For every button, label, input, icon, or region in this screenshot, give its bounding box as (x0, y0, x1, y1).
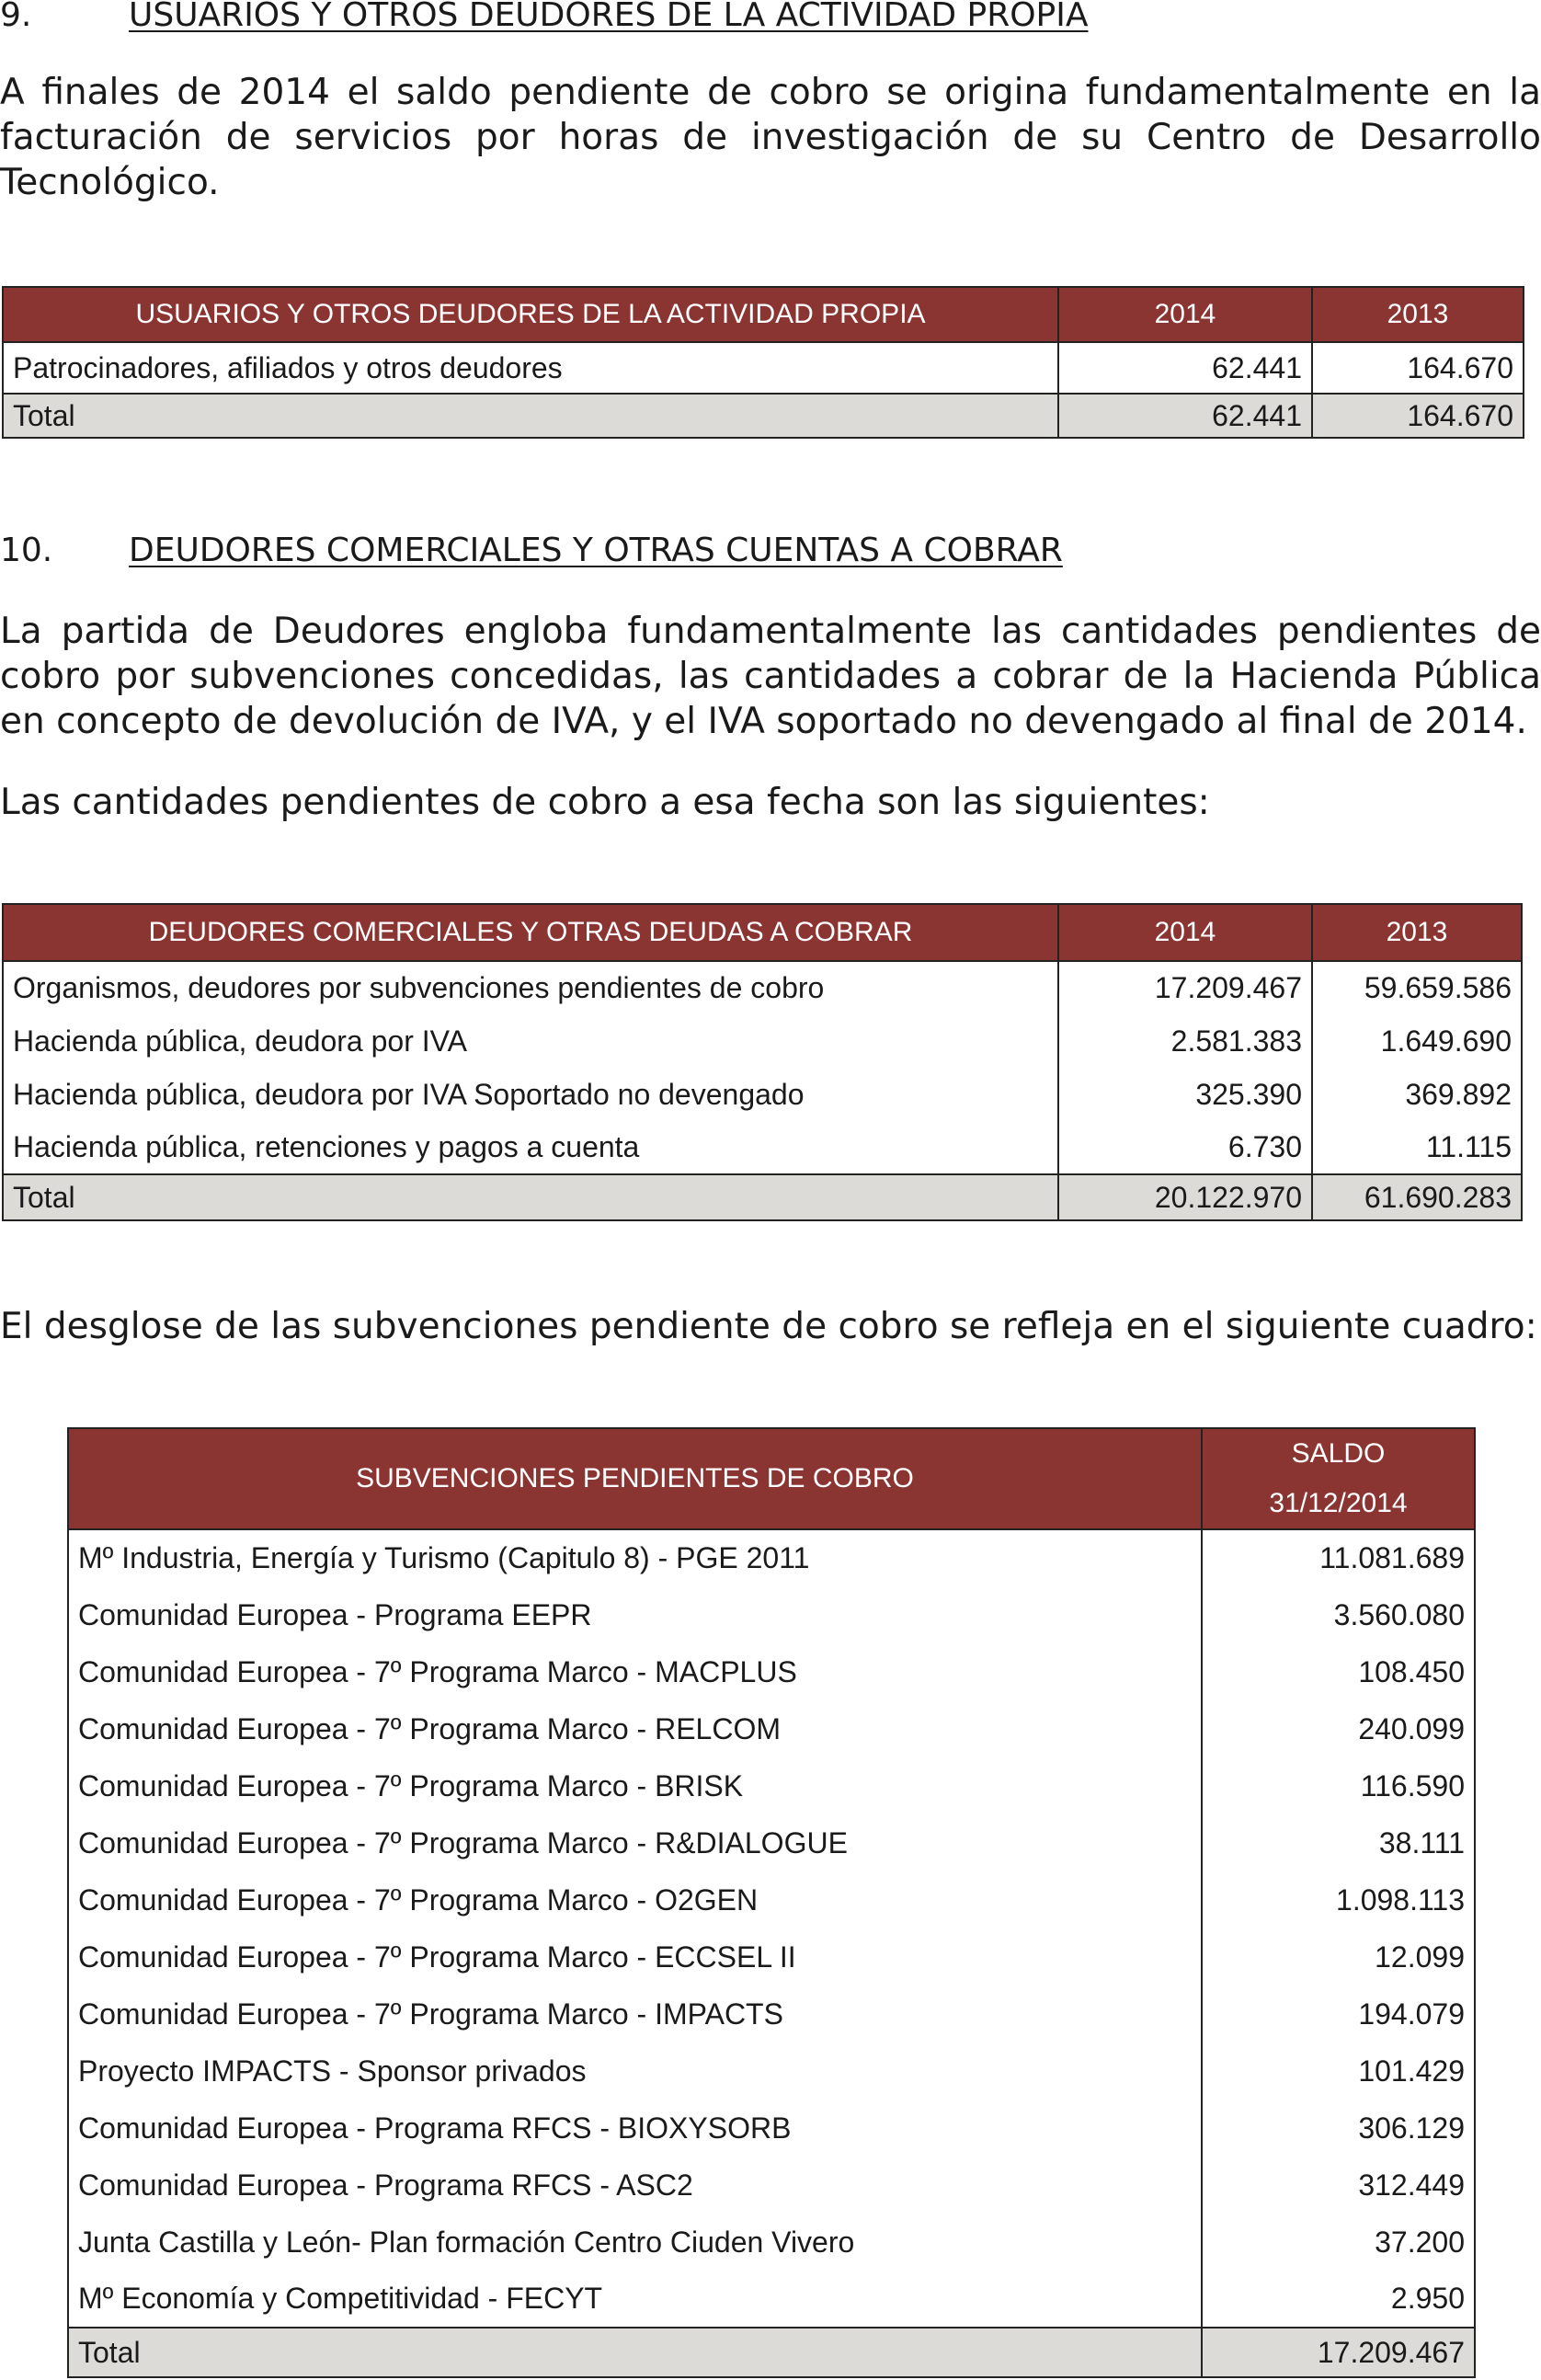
row-value: 11.081.689 (1202, 1529, 1475, 1586)
row-value-2014: 17.209.467 (1058, 961, 1312, 1014)
row-label: Comunidad Europea - Programa RFCS - BIOXYSORB (68, 2100, 1202, 2157)
section-title: DEUDORES COMERCIALES Y OTRAS CUENTAS A COBRAR (129, 532, 1063, 569)
column-header-concept: DEUDORES COMERCIALES Y OTRAS DEUDAS A COBRAR (3, 904, 1058, 961)
section-10-paragraph-2: Las cantidades pendientes de cobro a esa fecha son las siguientes: (0, 782, 1210, 823)
table-deudores-comerciales (2, 903, 1523, 1221)
table-row (68, 2157, 1475, 2214)
row-label: Comunidad Europea - 7º Programa Marco - BRISK (68, 1757, 1202, 1814)
table-row (68, 1700, 1475, 1757)
row-value: 3.560.080 (1202, 1586, 1475, 1643)
section-10-heading (0, 532, 1063, 570)
table-subvenciones (67, 1427, 1476, 2378)
row-label: Hacienda pública, deudora por IVA Soportado no devengado (3, 1068, 1058, 1121)
column-header-2013: 2013 (1312, 904, 1522, 961)
table-row (68, 1985, 1475, 2042)
row-value-2014: 6.730 (1058, 1121, 1312, 1174)
table-row (68, 1586, 1475, 1643)
row-value-2013: 164.670 (1312, 342, 1524, 394)
column-header-concept: USUARIOS Y OTROS DEUDORES DE LA ACTIVIDAD PROPIA (3, 287, 1058, 342)
table-row (68, 1643, 1475, 1700)
table-row (68, 2042, 1475, 2100)
table-row (68, 2271, 1475, 2328)
row-label: Comunidad Europea - 7º Programa Marco - R&DIALOGUE (68, 1814, 1202, 1871)
section-number: 10. (0, 532, 53, 569)
row-value-2013: 369.892 (1312, 1068, 1522, 1121)
row-value-2013: 59.659.586 (1312, 961, 1522, 1014)
table-row (68, 2214, 1475, 2271)
total-value-2014: 20.122.970 (1058, 1174, 1312, 1220)
row-label: Comunidad Europea - 7º Programa Marco - MACPLUS (68, 1643, 1202, 1700)
table-row (68, 2100, 1475, 2157)
row-label: Mº Industria, Energía y Turismo (Capitulo 8) - PGE 2011 (68, 1529, 1202, 1586)
table-row (68, 1928, 1475, 1985)
row-value: 2.950 (1202, 2271, 1475, 2328)
row-value: 306.129 (1202, 2100, 1475, 2157)
row-label: Junta Castilla y León- Plan formación Centro Ciuden Vivero (68, 2214, 1202, 2271)
table-header-row (3, 287, 1524, 342)
row-value: 108.450 (1202, 1643, 1475, 1700)
row-label: Comunidad Europea - 7º Programa Marco - IMPACTS (68, 1985, 1202, 2042)
column-header-saldo (1202, 1428, 1475, 1529)
total-label: Total (68, 2328, 1202, 2377)
table-usuarios-deudores (2, 286, 1524, 439)
table-row (68, 1757, 1475, 1814)
section-10-paragraph-1: La partida de Deudores engloba fundamentalmente las cantidades pendientes de cobro por subvenciones concedidas, las cantidades a cobrar de la Hacienda Pública en concepto de devolución de IVA, y el IVA soportado no devengado al final de 2014. (0, 611, 1541, 742)
row-value: 37.200 (1202, 2214, 1475, 2271)
table-row (3, 1068, 1522, 1121)
column-header-2013: 2013 (1312, 287, 1524, 342)
row-label: Hacienda pública, deudora por IVA (3, 1014, 1058, 1068)
total-label: Total (3, 1174, 1058, 1220)
section-9-paragraph: A finales de 2014 el saldo pendiente de cobro se origina fundamentalmente en la facturación de servicios por horas de investigación de su Centro de Desarrollo Tecnológico. (0, 72, 1541, 203)
row-label: Proyecto IMPACTS - Sponsor privados (68, 2042, 1202, 2100)
row-value: 38.111 (1202, 1814, 1475, 1871)
column-header-subvenciones: SUBVENCIONES PENDIENTES DE COBRO (68, 1428, 1202, 1529)
row-value-2013: 11.115 (1312, 1121, 1522, 1174)
table-row (68, 1814, 1475, 1871)
row-value: 116.590 (1202, 1757, 1475, 1814)
row-label: Mº Economía y Competitividad - FECYT (68, 2271, 1202, 2328)
row-value-2013: 1.649.690 (1312, 1014, 1522, 1068)
total-label: Total (3, 394, 1058, 438)
row-value: 12.099 (1202, 1928, 1475, 1985)
row-value: 101.429 (1202, 2042, 1475, 2100)
row-label: Comunidad Europea - Programa EEPR (68, 1586, 1202, 1643)
table-row (3, 342, 1524, 394)
saldo-label: SALDO (1291, 1438, 1386, 1469)
row-value-2014: 2.581.383 (1058, 1014, 1312, 1068)
subvenciones-intro: El desglose de las subvenciones pendiente de cobro se refleja en el siguiente cuadro: (0, 1306, 1537, 1347)
total-value-2014: 62.441 (1058, 394, 1312, 438)
row-label: Patrocinadores, afiliados y otros deudores (3, 342, 1058, 394)
table-header-row (3, 904, 1522, 961)
subvenciones-body (68, 1529, 1475, 2328)
row-label: Comunidad Europea - 7º Programa Marco - O2GEN (68, 1871, 1202, 1928)
row-label: Comunidad Europea - 7º Programa Marco - ECCSEL II (68, 1928, 1202, 1985)
section-9-heading (0, 0, 1089, 35)
table-row (3, 1014, 1522, 1068)
section-title: USUARIOS Y OTROS DEUDORES DE LA ACTIVIDAD PROPIA (129, 0, 1089, 34)
total-value: 17.209.467 (1202, 2328, 1475, 2377)
column-header-2014: 2014 (1058, 287, 1312, 342)
row-label: Organismos, deudores por subvenciones pendientes de cobro (3, 961, 1058, 1014)
table-row (3, 961, 1522, 1014)
row-value: 240.099 (1202, 1700, 1475, 1757)
row-value-2014: 325.390 (1058, 1068, 1312, 1121)
row-label: Comunidad Europea - 7º Programa Marco - RELCOM (68, 1700, 1202, 1757)
saldo-date: 31/12/2014 (1269, 1488, 1408, 1518)
table-header-row (68, 1428, 1475, 1529)
row-label: Comunidad Europea - Programa RFCS - ASC2 (68, 2157, 1202, 2214)
table-row (68, 1871, 1475, 1928)
row-label: Hacienda pública, retenciones y pagos a cuenta (3, 1121, 1058, 1174)
total-value-2013: 164.670 (1312, 394, 1524, 438)
row-value: 312.449 (1202, 2157, 1475, 2214)
total-row (3, 394, 1524, 438)
row-value: 194.079 (1202, 1985, 1475, 2042)
row-value-2014: 62.441 (1058, 342, 1312, 394)
total-row (3, 1174, 1522, 1220)
section-number: 9. (0, 0, 32, 34)
row-value: 1.098.113 (1202, 1871, 1475, 1928)
total-value-2013: 61.690.283 (1312, 1174, 1522, 1220)
column-header-2014: 2014 (1058, 904, 1312, 961)
table-row (3, 1121, 1522, 1174)
total-row (68, 2328, 1475, 2377)
table-row (68, 1529, 1475, 1586)
